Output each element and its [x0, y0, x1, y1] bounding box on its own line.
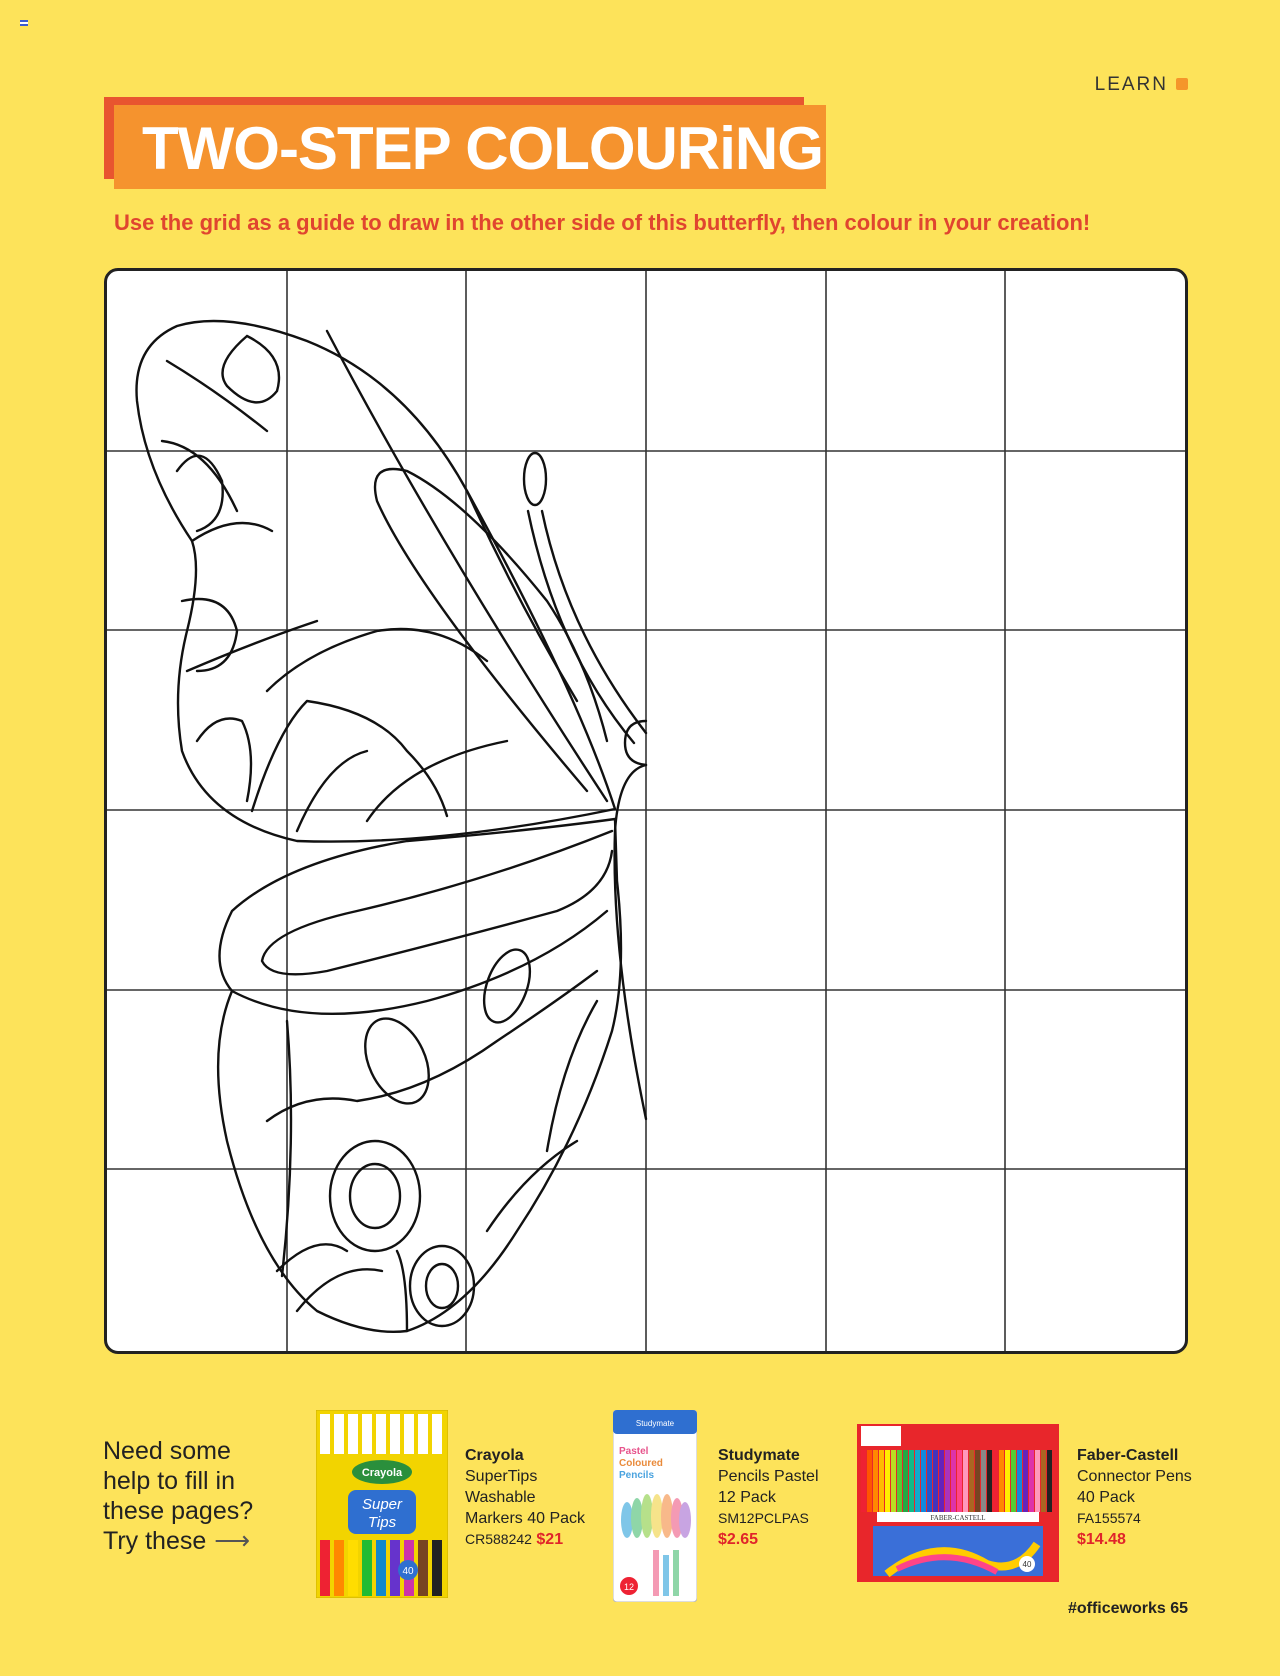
product-name-line: SuperTips	[465, 1468, 538, 1485]
section-label: LEARN	[1094, 74, 1168, 95]
svg-text:40: 40	[402, 1566, 414, 1577]
product-price: $2.65	[718, 1531, 759, 1548]
page-number: 65	[1170, 1600, 1188, 1617]
svg-text:Pastel: Pastel	[619, 1446, 649, 1457]
upper-wing-cell-4	[197, 719, 251, 802]
upper-wing-cell-2	[177, 456, 223, 531]
title-banner	[104, 97, 826, 189]
product-price: $21	[536, 1531, 564, 1548]
page-footer	[1068, 1600, 1188, 1618]
upper-wing-outline	[137, 321, 616, 842]
svg-text:FABER-CASTELL: FABER-CASTELL	[930, 1514, 986, 1522]
butterfly-drawing	[107, 271, 1185, 1351]
product-code: CR588242	[465, 1531, 532, 1547]
product-image-studymate[interactable]	[613, 1410, 697, 1602]
upper-wing-vein-8	[267, 629, 487, 691]
upper-wing-vein-1	[327, 331, 607, 801]
corner-logo-mark	[20, 20, 28, 26]
product-info-studymate[interactable]	[718, 1445, 819, 1550]
lower-wing-vein-3	[267, 971, 597, 1121]
marker-caps	[320, 1414, 442, 1454]
lower-wing-spot-2-inner	[426, 1264, 458, 1308]
lower-wing-cell-1	[353, 1008, 442, 1113]
svg-text:Super: Super	[361, 1496, 403, 1513]
svg-text:Tips: Tips	[367, 1514, 397, 1531]
upper-wing-vein-6	[297, 751, 367, 831]
help-line-2: help to fill in	[103, 1467, 236, 1495]
product-image-crayola[interactable]	[316, 1410, 448, 1598]
antenna-tip	[524, 453, 546, 505]
product-name-line: Connector Pens	[1077, 1468, 1192, 1485]
lower-wing-vein-1	[232, 911, 607, 1014]
lower-wing-vein-6	[397, 1251, 407, 1331]
product-brand: Crayola	[465, 1447, 524, 1464]
product-code: SM12PCLPAS	[718, 1510, 809, 1526]
svg-text:Crayola: Crayola	[361, 1467, 403, 1479]
svg-text:40: 40	[1022, 1560, 1032, 1569]
lower-wing-cell-2	[475, 943, 539, 1028]
footer-hashtag: #officeworks	[1067, 1600, 1166, 1617]
product-name-line: Markers 40 Pack	[465, 1510, 586, 1527]
svg-text:Coloured: Coloured	[619, 1458, 663, 1469]
lower-wing-vein-7	[487, 1141, 577, 1231]
help-line-4	[103, 1526, 253, 1556]
upper-wing-vein-2	[167, 361, 267, 431]
help-text	[103, 1436, 253, 1556]
butterfly-half	[137, 321, 647, 1332]
lower-wing-vein-8	[547, 1001, 597, 1151]
help-line-3: these pages?	[103, 1497, 254, 1525]
product-price: $14.48	[1077, 1531, 1126, 1548]
product-name-line: 40 Pack	[1077, 1489, 1135, 1506]
marker-bodies	[320, 1540, 442, 1596]
lower-wing-spot-inner	[350, 1164, 400, 1228]
svg-text:Pencils: Pencils	[619, 1470, 655, 1481]
upper-wing-vein-7	[367, 741, 507, 821]
upper-wing-vein-4	[192, 523, 272, 541]
help-line-4-text: Try these	[103, 1527, 207, 1555]
section-square-icon	[1176, 78, 1188, 90]
product-name-line: Washable	[465, 1489, 536, 1506]
product-image-faber-castell[interactable]	[857, 1424, 1059, 1582]
lower-wing-loop	[262, 831, 612, 974]
product-brand: Faber-Castell	[1077, 1447, 1179, 1464]
product-code: FA155574	[1077, 1510, 1141, 1526]
butterfly-body	[615, 765, 646, 1119]
arrow-right-icon: ⟶	[214, 1527, 251, 1555]
lower-wing-spot-outer	[330, 1141, 420, 1251]
product-info-faber-castell[interactable]	[1077, 1445, 1192, 1550]
svg-text:12: 12	[623, 1582, 635, 1592]
product-info-crayola[interactable]	[465, 1445, 585, 1550]
product-name-line: 12 Pack	[718, 1489, 776, 1506]
product-name-line: Pencils Pastel	[718, 1468, 819, 1485]
drawing-grid[interactable]	[104, 268, 1188, 1354]
page-title: TWO-STEP COLOURiNG	[142, 115, 823, 182]
svg-text:Studymate: Studymate	[635, 1419, 675, 1428]
grid-lines	[107, 271, 1185, 1351]
product-brand: Studymate	[718, 1447, 800, 1464]
upper-wing-cell-1	[223, 336, 280, 402]
upper-wing-vein-5	[187, 621, 317, 671]
instructions: Use the grid as a guide to draw in the other side of this butterfly, then colour in your creation!	[114, 210, 1091, 235]
title-banner-fill	[114, 105, 826, 189]
help-line-1: Need some	[103, 1437, 231, 1465]
upper-wing-cell-3	[182, 599, 237, 671]
